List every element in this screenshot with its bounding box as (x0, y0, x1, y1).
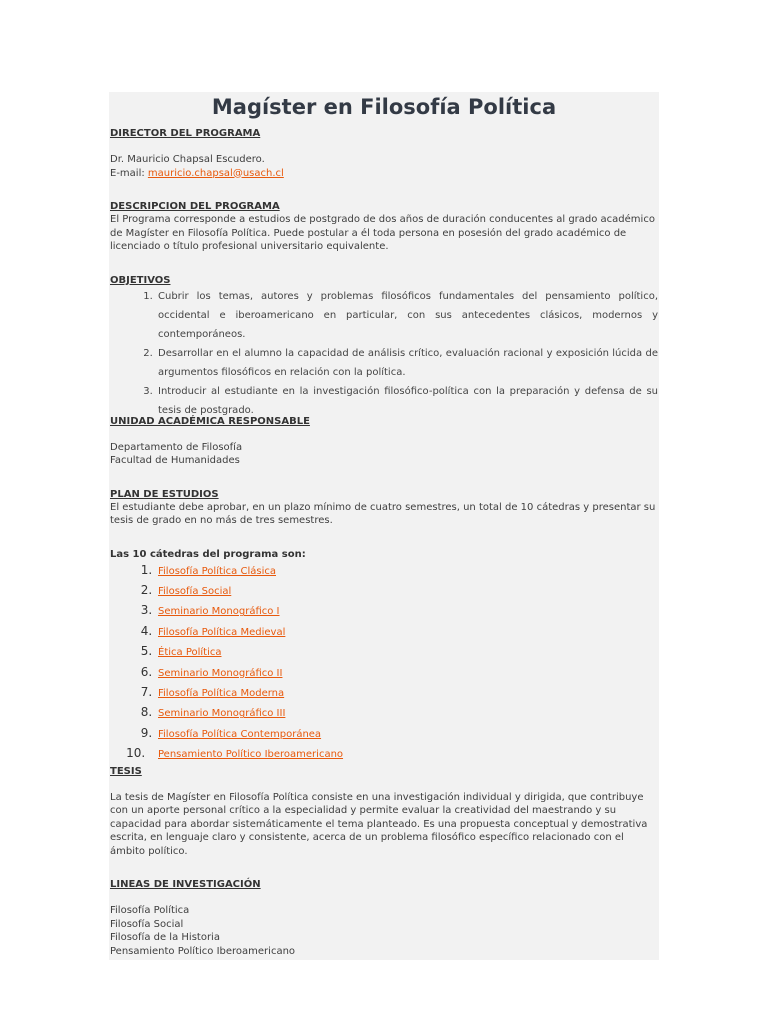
tesis-section (110, 765, 658, 859)
catedra-item (156, 601, 658, 621)
catedra-link[interactable]: Seminario Monográfico III (158, 708, 286, 720)
director-name: Dr. Mauricio Chapsal Escudero. (110, 154, 265, 165)
linea-item: Filosofía Política (110, 905, 190, 917)
descripcion-section (110, 200, 658, 254)
catedra-link[interactable]: Ética Política (158, 647, 222, 659)
catedra-item (156, 622, 658, 642)
director-heading: DIRECTOR DEL PROGRAMA (110, 128, 261, 139)
catedra-item (156, 724, 658, 744)
catedra-item (156, 703, 658, 723)
catedra-link[interactable]: Pensamiento Político Iberoamericano (158, 749, 344, 761)
page-title: Magíster en Filosofía Política (211, 95, 557, 119)
objetivos-section (110, 274, 658, 420)
catedra-item (156, 642, 658, 662)
catedra-item (156, 683, 658, 703)
catedra-link[interactable]: Filosofía Social (158, 585, 232, 597)
lineas-section (110, 878, 658, 958)
catedra-item (156, 561, 658, 581)
unidad-facultad: Facultad de Humanidades (110, 455, 240, 466)
plan-section (110, 488, 658, 765)
catedra-link[interactable]: Filosofía Política Clásica (158, 565, 276, 577)
linea-item: Pensamiento Político Iberoamericano (110, 945, 296, 957)
objetivo-item: 2. Desarrollar en el alumno la capacidad de análisis crítico, evaluación racional y exposición lúcida de argumentos filosóficos en relación con la política. (156, 344, 658, 382)
email-label: E-mail: (110, 167, 148, 179)
catedra-link[interactable]: Filosofía Política Moderna (158, 687, 285, 699)
catedra-link[interactable]: Seminario Monográfico I (158, 606, 280, 618)
descripcion-text: El Programa corresponde a estudios de postgrado de dos años de duración conducentes al grado académico de Magíster en Filosofía Política. Puede postular a él toda persona en posesión del grado académico de licenciado o título profesional universitario equivalente. (110, 214, 655, 252)
email-link[interactable]: mauricio.chapsal@usach.cl (147, 167, 284, 179)
plan-heading: PLAN DE ESTUDIOS (110, 488, 219, 500)
plan-text: El estudiante debe aprobar, en un plazo mínimo de cuatro semestres, un total de 10 cátedras y presentar su tesis de grado en no más de tres semestres. (110, 501, 656, 526)
objetivos-heading: OBJETIVOS (110, 274, 171, 286)
catedras-heading: Las 10 cátedras del programa son: (110, 548, 306, 560)
catedras-list (110, 561, 658, 765)
catedra-item (156, 663, 658, 683)
unidad-departamento: Departamento de Filosofía (110, 441, 243, 453)
director-email-line (110, 167, 658, 181)
objetivo-item: 3. Introducir al estudiante en la investigación filosófico-política con la preparación y defensa de su tesis de postgrado. (156, 382, 658, 420)
objetivo-item: 1. Cubrir los temas, autores y problemas filosóficos fundamentales del pensamiento político, occidental e iberoamericano en particular, con sus antecedentes clásicos, modernos y contemporáneos. (156, 287, 658, 344)
catedra-link[interactable]: Filosofía Política Medieval (158, 626, 286, 638)
linea-item: Filosofía Social (110, 918, 184, 930)
tesis-text: La tesis de Magíster en Filosofía Política consiste en una investigación individual y dirigida, que contribuye con un aporte personal crítico a la especialidad y permite evaluar la creatividad del maestrando y su capacidad para abordar sistemáticamente el tema planteado. Es una propuesta conceptual y demostrativa escrita, en lenguaje claro y consistente, acerca de un problema filosófico específico relacionado con el ámbito político. (110, 791, 648, 857)
descripcion-heading: DESCRIPCION DEL PROGRAMA (110, 201, 280, 212)
catedra-item (156, 581, 658, 601)
unidad-section (110, 415, 658, 468)
document-page (109, 92, 659, 960)
objetivos-list (110, 287, 658, 420)
catedra-link[interactable]: Seminario Monográfico II (158, 667, 283, 679)
lineas-heading: LINEAS DE INVESTIGACIÓN (110, 879, 261, 891)
director-section (110, 127, 658, 180)
linea-item: Filosofía de la Historia (110, 932, 220, 944)
tesis-heading: TESIS (110, 765, 142, 777)
catedra-item (149, 744, 658, 764)
catedra-link[interactable]: Filosofía Política Contemporánea (158, 728, 322, 740)
unidad-heading: UNIDAD ACADÉMICA RESPONSABLE (110, 415, 310, 427)
